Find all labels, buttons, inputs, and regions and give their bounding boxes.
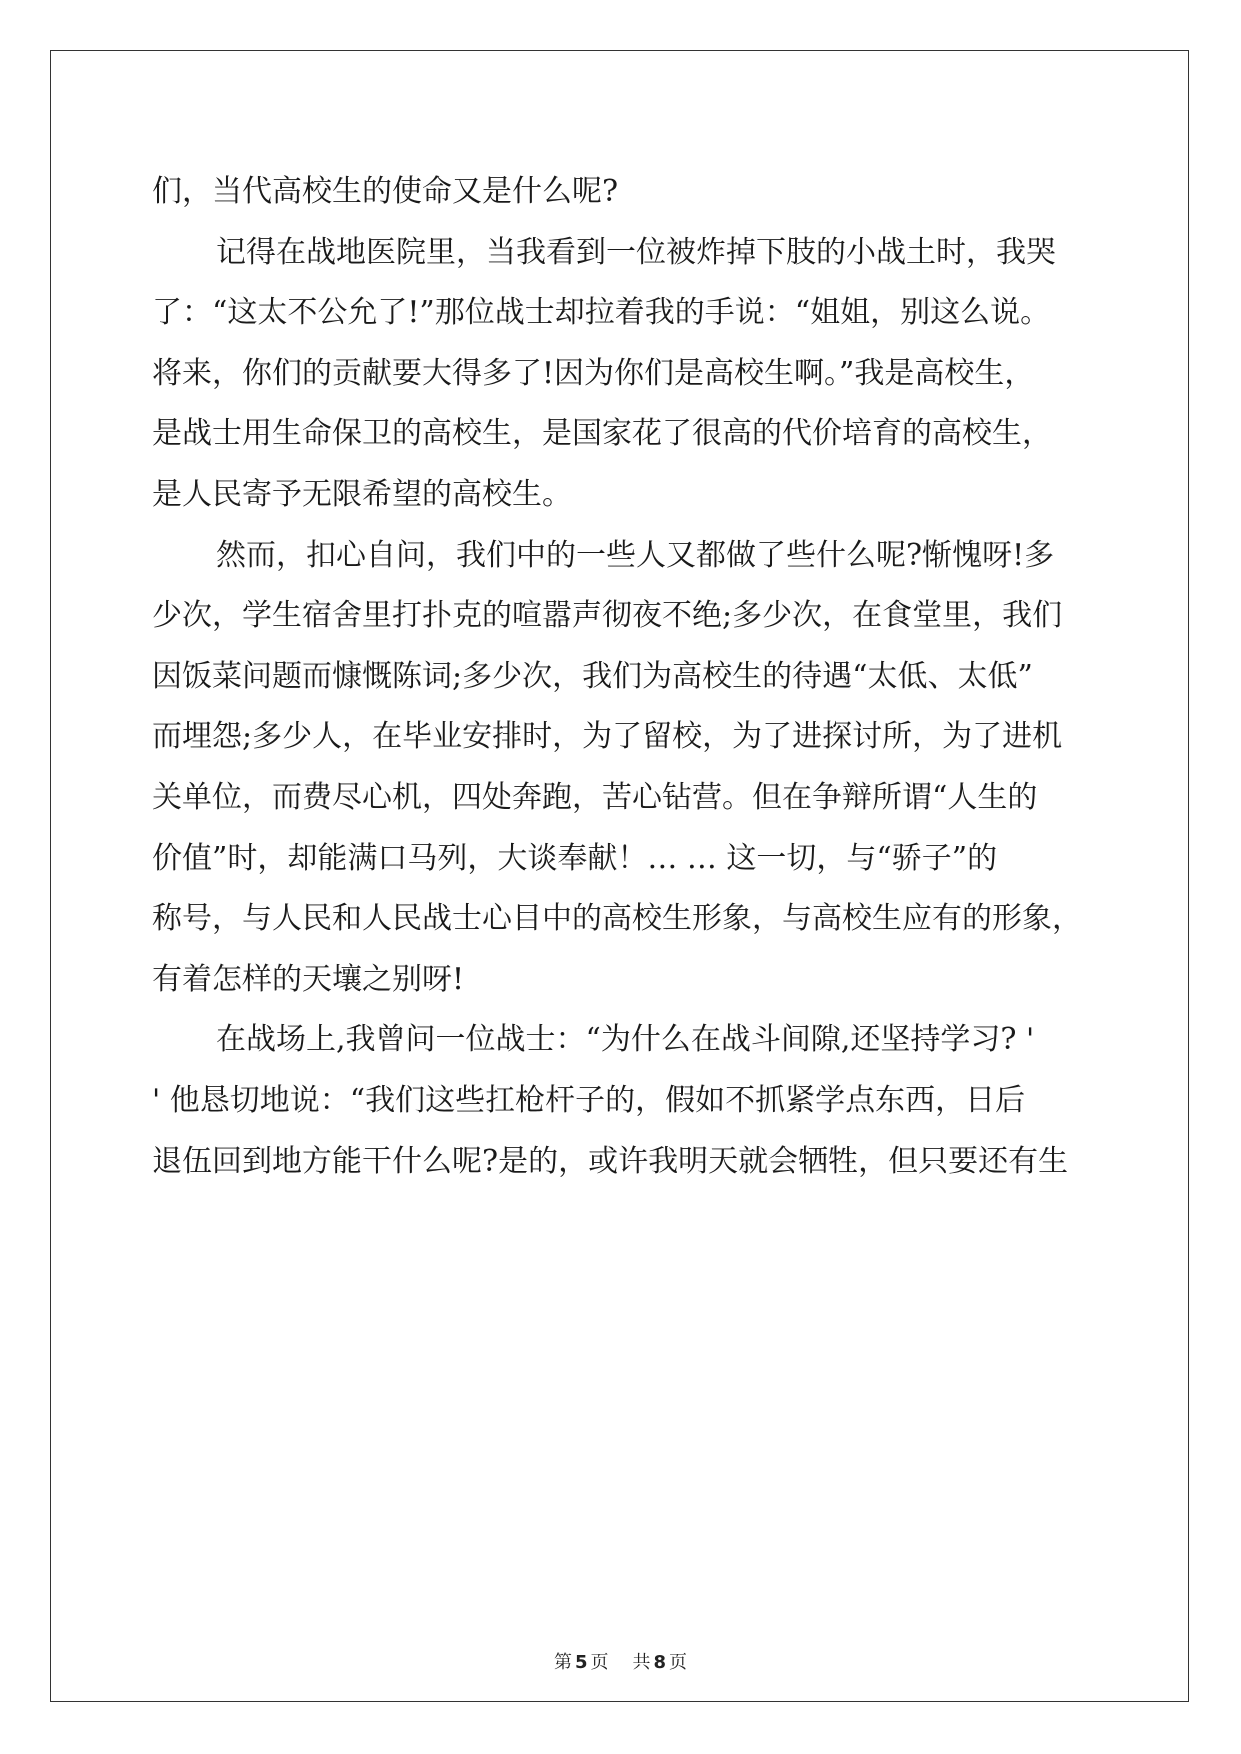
text-line: 称号，与人民和人民战士心目中的高校生形象，与高校生应有的形象， [152, 901, 1082, 937]
text-line: 因饭菜问题而慷慨陈词;多少次，我们为高校生的待遇“太低、太低” [152, 658, 1033, 694]
page-prefix: 第 [553, 1652, 572, 1673]
text-line: 记得在战地医院里，当我看到一位被炸掉下肢的小战土时，我哭 [216, 234, 1056, 270]
text-line: 然而，扣心自问，我们中的一些人又都做了些什么呢?惭愧呀!多 [216, 537, 1055, 573]
text-line: 有着怎样的天壤之别呀! [152, 961, 465, 997]
text-line: 退伍回到地方能干什么呢?是的，或许我明天就会牺牲，但只要还有生 [152, 1143, 1069, 1179]
text-line: 少次，学生宿舍里打扑克的喧嚣声彻夜不绝;多少次，在食堂里，我们 [152, 598, 1063, 634]
text-line: 价值”时，却能满口马列，大谈奉献！… … 这一切，与“骄子”的 [152, 840, 998, 876]
text-line: 们，当代高校生的使命又是什么呢? [152, 174, 619, 209]
page-suffix: 页 [590, 1652, 609, 1673]
text-line: 是人民寄予无限希望的高校生。 [152, 476, 572, 512]
total-prefix: 共 [632, 1652, 651, 1673]
page-footer [0, 1648, 1241, 1674]
text-line: ' 他恳切地说：“我们这些扛枪杆子的，假如不抓紧学点东西，日后 [152, 1082, 1026, 1118]
text-line: 在战场上,我曾问一位战士：“为什么在战斗间隙,还坚持学习? ' [216, 1022, 1035, 1058]
text-line: 是战士用生命保卫的高校生，是国家花了很高的代价培育的高校生， [152, 416, 1052, 452]
document-body [152, 162, 1102, 1192]
text-line: 将来，你们的贡献要大得多了!因为你们是高校生啊。”我是高校生， [152, 355, 1035, 391]
page-current-number: 5 [574, 1652, 588, 1673]
total-suffix: 页 [669, 1652, 688, 1673]
text-line: 而埋怨;多少人，在毕业安排时，为了留校，为了进探讨所，为了进机 [152, 719, 1063, 755]
text-line: 关单位，而费尽心机，四处奔跑，苦心钻营。但在争辩所谓“人生的 [152, 779, 1038, 815]
text-line: 了：“这太不公允了!”那位战士却拉着我的手说：“姐姐，别这么说。 [152, 295, 1051, 331]
page-total-number: 8 [653, 1652, 667, 1673]
